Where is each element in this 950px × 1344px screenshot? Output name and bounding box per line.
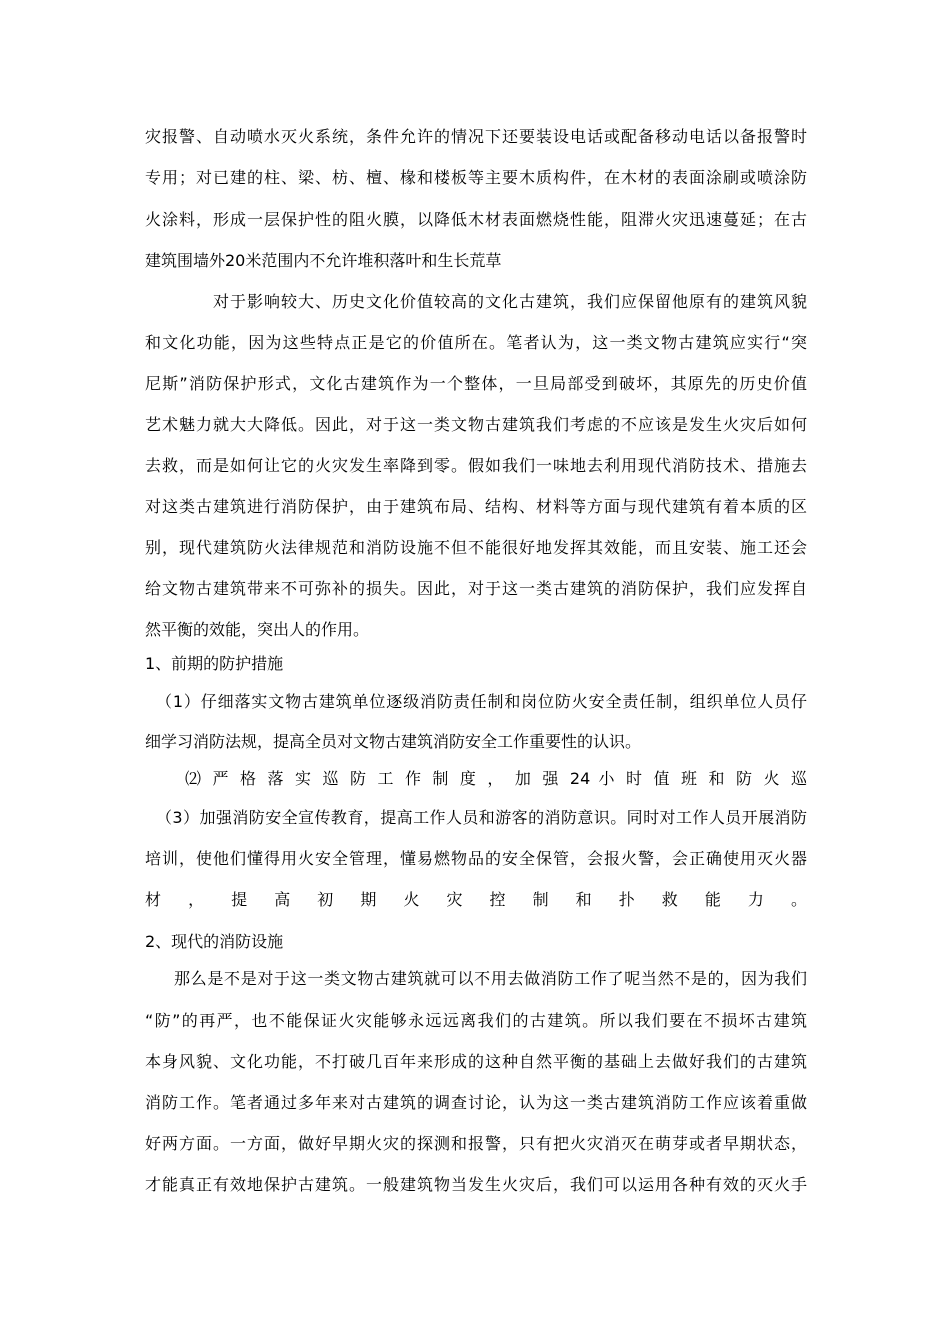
body-text-line: 好两方面。一方面，做好早期火灾的探测和报警，只有把火灾消灭在萌芽或者早期状态， xyxy=(145,1134,807,1153)
body-text-line: 艺术魅力就大大降低。因此，对于这一类文物古建筑我们考虑的不应该是发生火灾后如何 xyxy=(145,415,807,434)
body-text-line: 消防工作。笔者通过多年来对古建筑的调查讨论，认为这一类古建筑消防工作应该着重做 xyxy=(145,1093,807,1112)
body-text-line: 培训，使他们懂得用火安全管理，懂易燃物品的安全保管，会报火警，会正确使用灭火器 xyxy=(145,849,807,868)
body-text-line: 火涂料，形成一层保护性的阻火膜，以降低木材表面燃烧性能，阻滞火灾迅速蔓延；在古 xyxy=(145,210,807,229)
body-text-line: 给文物古建筑带来不可弥补的损失。因此，对于这一类古建筑的消防保护，我们应发挥自 xyxy=(145,579,807,598)
body-text-line: 然平衡的效能，突出人的作用。 xyxy=(145,620,370,639)
body-text-line: 灾报警、自动喷水灭火系统，条件允许的情况下还要装设电话或配备移动电话以备报警时 xyxy=(145,127,807,146)
list-item: （1）仔细落实文物古建筑单位逐级消防责任制和岗位防火安全责任制，组织单位人员仔 xyxy=(156,692,807,711)
section-heading: 1、前期的防护措施 xyxy=(145,654,284,673)
body-text-line: 细学习消防法规，提高全员对文物古建筑消防安全工作重要性的认识。 xyxy=(145,732,642,751)
body-text-line: 去救，而是如何让它的火灾发生率降到零。假如我们一味地去利用现代消防技术、措施去 xyxy=(145,456,807,475)
body-text-line: 本身风貌、文化功能，不打破几百年来形成的这种自然平衡的基础上去做好我们的古建筑 xyxy=(145,1052,807,1071)
paragraph-first-line: 那么是不是对于这一类文物古建筑就可以不用去做消防工作了呢当然不是的，因为我们 xyxy=(174,969,807,988)
section-heading: 2、现代的消防设施 xyxy=(145,932,284,951)
body-text-line: 尼斯”消防保护形式，文化古建筑作为一个整体，一旦局部受到破坏，其原先的历史价值 xyxy=(145,374,807,393)
body-text-line: 材 ， 提 高 初 期 火 灾 控 制 和 扑 救 能 力 。 xyxy=(145,890,807,909)
body-text-line: “防”的再严，也不能保证火灾能够永远远离我们的古建筑。所以我们要在不损坏古建筑 xyxy=(145,1011,807,1030)
list-item: ⑵ 严 格 落 实 巡 防 工 作 制 度 ， 加 强 24 小 时 值 班 和 防 火 巡 xyxy=(185,769,807,788)
body-text-line: 建筑围墙外20米范围内不允许堆积落叶和生长荒草 xyxy=(145,251,502,270)
body-text-line: 对这类古建筑进行消防保护，由于建筑布局、结构、材料等方面与现代建筑有着本质的区 xyxy=(145,497,807,516)
paragraph-first-line: 对于影响较大、历史文化价值较高的文化古建筑，我们应保留他原有的建筑风貌 xyxy=(213,292,807,311)
body-text-line: 和文化功能，因为这些特点正是它的价值所在。笔者认为，这一类文物古建筑应实行“突 xyxy=(145,333,807,352)
body-text-line: 别，现代建筑防火法律规范和消防设施不但不能很好地发挥其效能，而且安装、施工还会 xyxy=(145,538,807,557)
body-text-line: 才能真正有效地保护古建筑。一般建筑物当发生火灾后，我们可以运用各种有效的灭火手 xyxy=(145,1175,807,1194)
body-text-line: 专用；对已建的柱、梁、枋、檀、椽和楼板等主要木质构件，在木材的表面涂刷或喷涂防 xyxy=(145,168,807,187)
list-item: （3）加强消防安全宣传教育，提高工作人员和游客的消防意识。同时对工作人员开展消防 xyxy=(156,808,807,827)
